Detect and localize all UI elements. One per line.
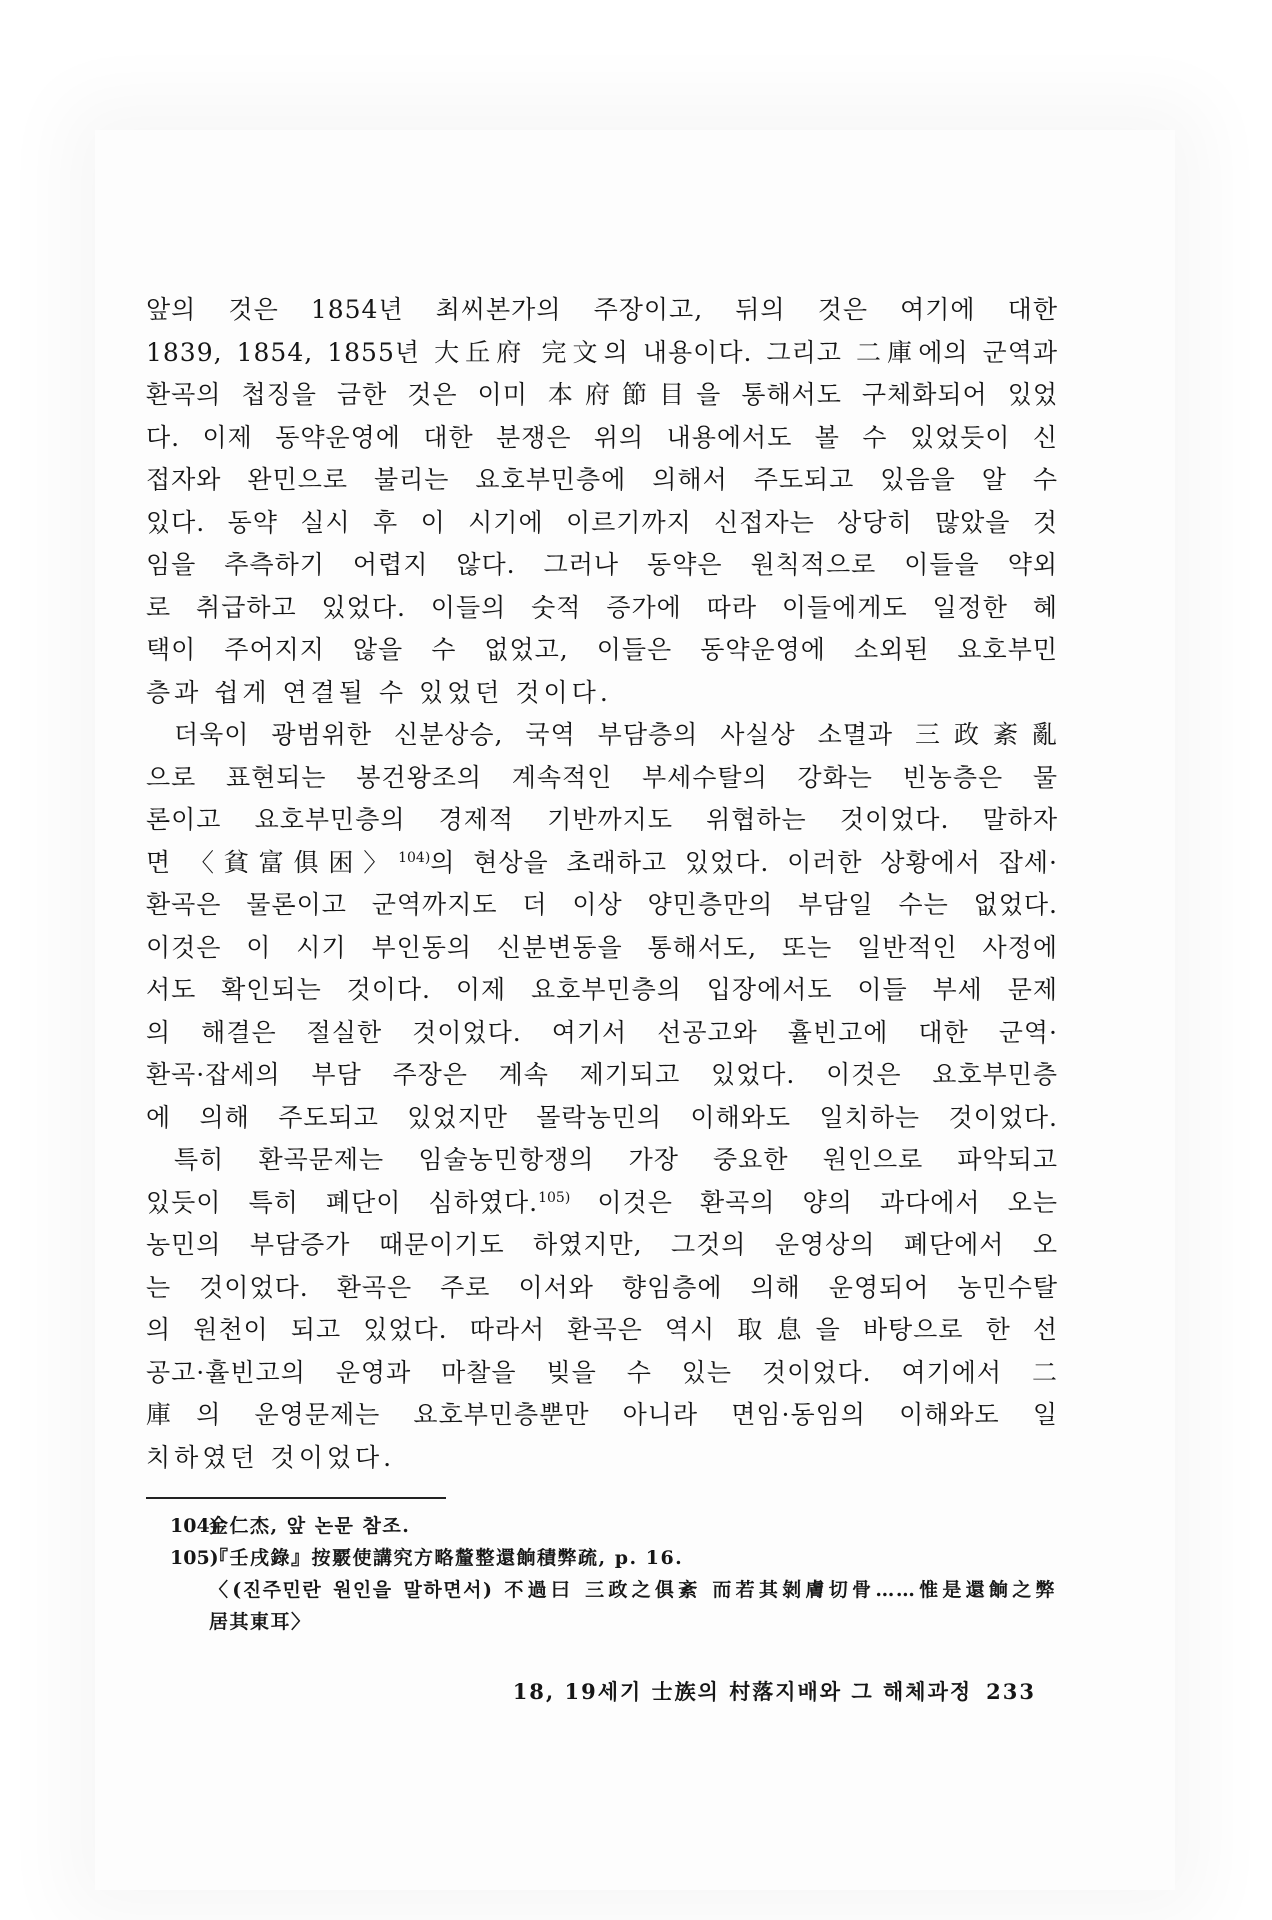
- text-line: 택이 주어지지 않을 수 없었고, 이들은 동약운영에 소외된 요호부민: [146, 635, 1058, 664]
- text-line: 농민의 부담증가 때문이기도 하였지만, 그것의 운영상의 폐단에서 오: [146, 1230, 1058, 1259]
- footnote-text: 居其東耳〉: [209, 1611, 312, 1633]
- text-line: [146, 1182, 1058, 1225]
- text-line: 있다. 동약 실시 후 이 시기에 이르기까지 신접자는 상당히 많았을 것: [146, 507, 1058, 537]
- footnote-text: 金仁杰, 앞 논문 참조.: [209, 1515, 411, 1537]
- text-line: 치하였던 것이었다.: [146, 1442, 396, 1472]
- text-line: [146, 842, 1058, 885]
- footnote: [170, 1510, 1056, 1542]
- text-line: 층과 쉽게 연결될 수 있었던 것이다.: [146, 677, 612, 707]
- page-number: 233: [986, 1679, 1036, 1704]
- text-line: 의 원천이 되고 있었다. 따라서 환곡은 역시 取息을 바탕으로 한 선: [146, 1315, 1058, 1344]
- footnote-divider: [146, 1497, 446, 1499]
- text-line: 는 것이었다. 환곡은 주로 이서와 향임층에 의해 운영되어 농민수탈: [146, 1272, 1058, 1302]
- footnote-text: 『壬戌錄』按覈使講究方略釐整還餉積弊疏, p. 16.: [209, 1547, 684, 1569]
- text-segment: 면 〈貧富俱困〉: [146, 847, 399, 877]
- footnote: [170, 1542, 1056, 1574]
- text-line: 앞의 것은 1854년 최씨본가의 주장이고, 뒤의 것은 여기에 대한: [146, 295, 1058, 324]
- text-segment: 이것은 환곡의 양의 과다에서 오는: [570, 1187, 1058, 1217]
- running-footer: [513, 1676, 1036, 1706]
- footnotes: [170, 1510, 1056, 1638]
- body-paragraph: [146, 1139, 1058, 1479]
- footnote-reference[interactable]: 104): [398, 849, 431, 866]
- text-line: 庫의 운영문제는 요호부민층뿐만 아니라 면임·동임의 이해와도 일: [146, 1400, 1058, 1429]
- body-text: [146, 289, 1058, 1479]
- text-line: 1839, 1854, 1855년 大丘府 完文의 내용이다. 그리고 二庫에의 군역과: [146, 337, 1058, 367]
- text-segment: 의 현상을 초래하고 있었다. 이러한 상황에서 잡세·: [430, 847, 1058, 877]
- text-line: 의 해결은 절실한 것이었다. 여기서 선공고와 휼빈고에 대한 군역·: [146, 1017, 1058, 1047]
- body-paragraph: [146, 714, 1058, 1139]
- footnote-marker: 105): [170, 1547, 219, 1569]
- text-line: 공고·휼빈고의 운영과 마찰을 빚을 수 있는 것이었다. 여기에서 二: [146, 1357, 1058, 1387]
- text-line: 환곡의 첩징을 금한 것은 이미 本府節目을 통해서도 구체화되어 있었: [146, 380, 1058, 409]
- text-line: 더욱이 광범위한 신분상승, 국역 부담층의 사실상 소멸과 三政紊亂: [174, 720, 1058, 749]
- text-line: 임을 추측하기 어렵지 않다. 그러나 동약은 원칙적으로 이들을 약외: [146, 550, 1058, 579]
- text-line: 환곡·잡세의 부담 주장은 계속 제기되고 있었다. 이것은 요호부민층: [146, 1060, 1058, 1089]
- text-line: 다. 이제 동약운영에 대한 분쟁은 위의 내용에서도 볼 수 있었듯이 신: [146, 422, 1058, 452]
- running-title: 18, 19세기 士族의 村落지배와 그 해체과정: [512, 1679, 973, 1704]
- text-line: 이것은 이 시기 부인동의 신분변동을 통해서도, 또는 일반적인 사정에: [146, 932, 1058, 962]
- text-line: 서도 확인되는 것이다. 이제 요호부민층의 입장에서도 이들 부세 문제: [146, 975, 1058, 1004]
- text-line: 특히 환곡문제는 임술농민항쟁의 가장 중요한 원인으로 파악되고: [174, 1145, 1058, 1174]
- footnote-reference[interactable]: 105): [538, 1189, 571, 1206]
- text-line: 환곡은 물론이고 군역까지도 더 이상 양민층만의 부담일 수는 없었다.: [146, 890, 1058, 919]
- text-line: 에 의해 주도되고 있었지만 몰락농민의 이해와도 일치하는 것이었다.: [146, 1102, 1058, 1132]
- text-line: 접자와 완민으로 불리는 요호부민층에 의해서 주도되고 있음을 알 수: [146, 465, 1058, 494]
- text-segment: 있듯이 특히 폐단이 심하였다.: [146, 1187, 539, 1217]
- text-line: 론이고 요호부민층의 경제적 기반까지도 위협하는 것이었다. 말하자: [146, 805, 1058, 834]
- footnote-marker: 104): [170, 1515, 219, 1537]
- text-line: 로 취급하고 있었다. 이들의 숫적 증가에 따라 이들에게도 일정한 혜: [146, 592, 1058, 622]
- text-line: 으로 표현되는 봉건왕조의 계속적인 부세수탈의 강화는 빈농층은 물: [146, 762, 1058, 792]
- body-paragraph: [146, 289, 1058, 714]
- footnote-text: 〈(진주민란 원인을 말하면서) 不過曰 三政之俱紊 而若其剝膚切骨……惟是還餉之弊: [209, 1579, 1056, 1601]
